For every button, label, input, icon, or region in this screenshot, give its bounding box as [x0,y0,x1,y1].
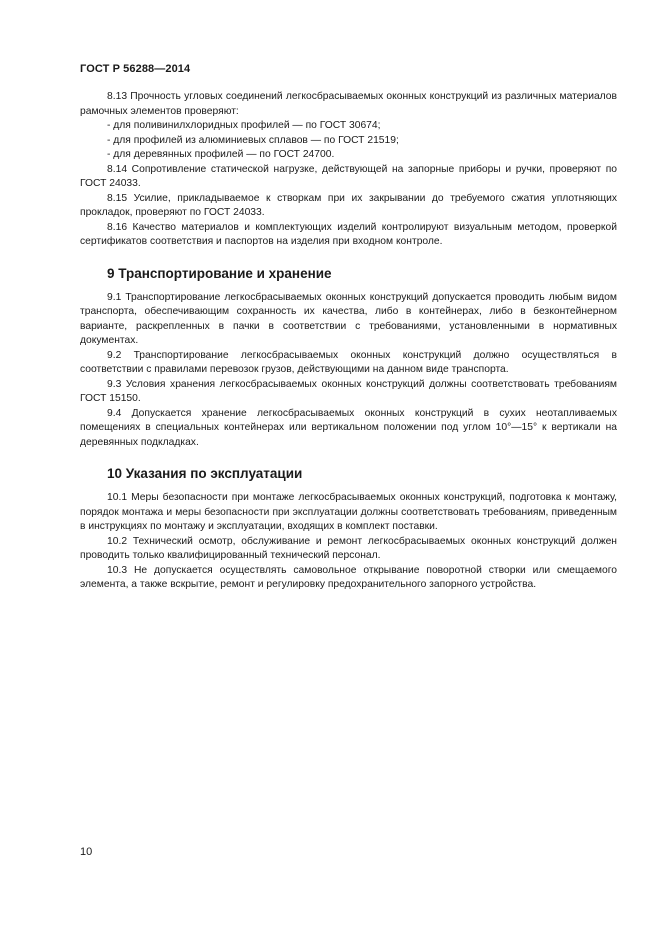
paragraph-9-1: 9.1 Транспортирование легкосбрасываемых оконных конструкций допускается проводить любым видом транспорта, обеспечивающим сохранность их качества, либо в контейнерах, либо в безконтейнерном варианте, раскрепленных в пачки в соответствии с требованиями, установленными в нормативных документах. [80,291,617,346]
list-item-pvc: - для поливинилхлоридных профилей — по ГОСТ 30674; [107,120,381,131]
paragraph-9-4: 9.4 Допускается хранение легкосбрасываемых оконных конструкций в сухих неотапливаемых помещениях в специальных контейнерах или вертикальном положении под углом 10°—15° к вертикали на деревянных подкладках. [80,407,617,448]
paragraph-8-13: 8.13 Прочность угловых соединений легкосбрасываемых оконных конструкций из различных материалов рамочных элементов проверяют: [80,91,617,117]
paragraph-9-2: 9.2 Транспортирование легкосбрасываемых оконных конструкций должно осуществляться в соответствии с правилами перевозок грузов, действующими на данном виде транспорта. [80,349,617,375]
paragraph-10-1: 10.1 Меры безопасности при монтаже легкосбрасываемых оконных конструкций, подготовка к монтажу, порядок монтажа и меры безопасности при эксплуатации должны соответствовать требованиям, приведенным в инструкциях по монтажу и эксплуатации, входящих в комплект поставки. [80,492,617,532]
paragraph-10-2: 10.2 Технический осмотр, обслуживание и ремонт легкосбрасываемых оконных конструкций должен проводить только квалифицированный технический персонал. [80,535,617,561]
paragraph-8-15: 8.15 Усилие, прикладываемое к створкам при их закрывании до требуемого сжатия уплотняющих прокладок, проверяют по ГОСТ 24033. [80,192,617,218]
page-number: 10 [80,846,93,858]
section-9-heading: 9 Транспортирование и хранение [107,265,332,281]
paragraph-9-3: 9.3 Условия хранения легкосбрасываемых оконных конструкций должны соответствовать требованиям ГОСТ 15150. [80,378,617,404]
document-body [80,90,617,593]
section-10-heading: 10 Указания по эксплуатации [107,466,303,481]
paragraph-10-3: 10.3 Не допускается осуществлять самовольное открывание поворотной створки или смещаемого элемента, а также вскрытие, ремонт и регулировку предохранительного запорного устройства. [80,564,617,590]
paragraph-8-16: 8.16 Качество материалов и комплектующих изделий контролируют визуальным методом, проверкой сертификатов соответствия и паспортов на изделия при входном контроле. [80,221,617,247]
paragraph-8-14: 8.14 Сопротивление статической нагрузке, действующей на запорные приборы и ручки, проверяют по ГОСТ 24033. [80,163,617,189]
list-item-aluminium: - для профилей из алюминиевых сплавов — по ГОСТ 21519; [107,134,399,146]
list-item-wood: - для деревянных профилей — по ГОСТ 24700. [107,149,335,160]
document-code-header: ГОСТ Р 56288—2014 [80,63,191,75]
